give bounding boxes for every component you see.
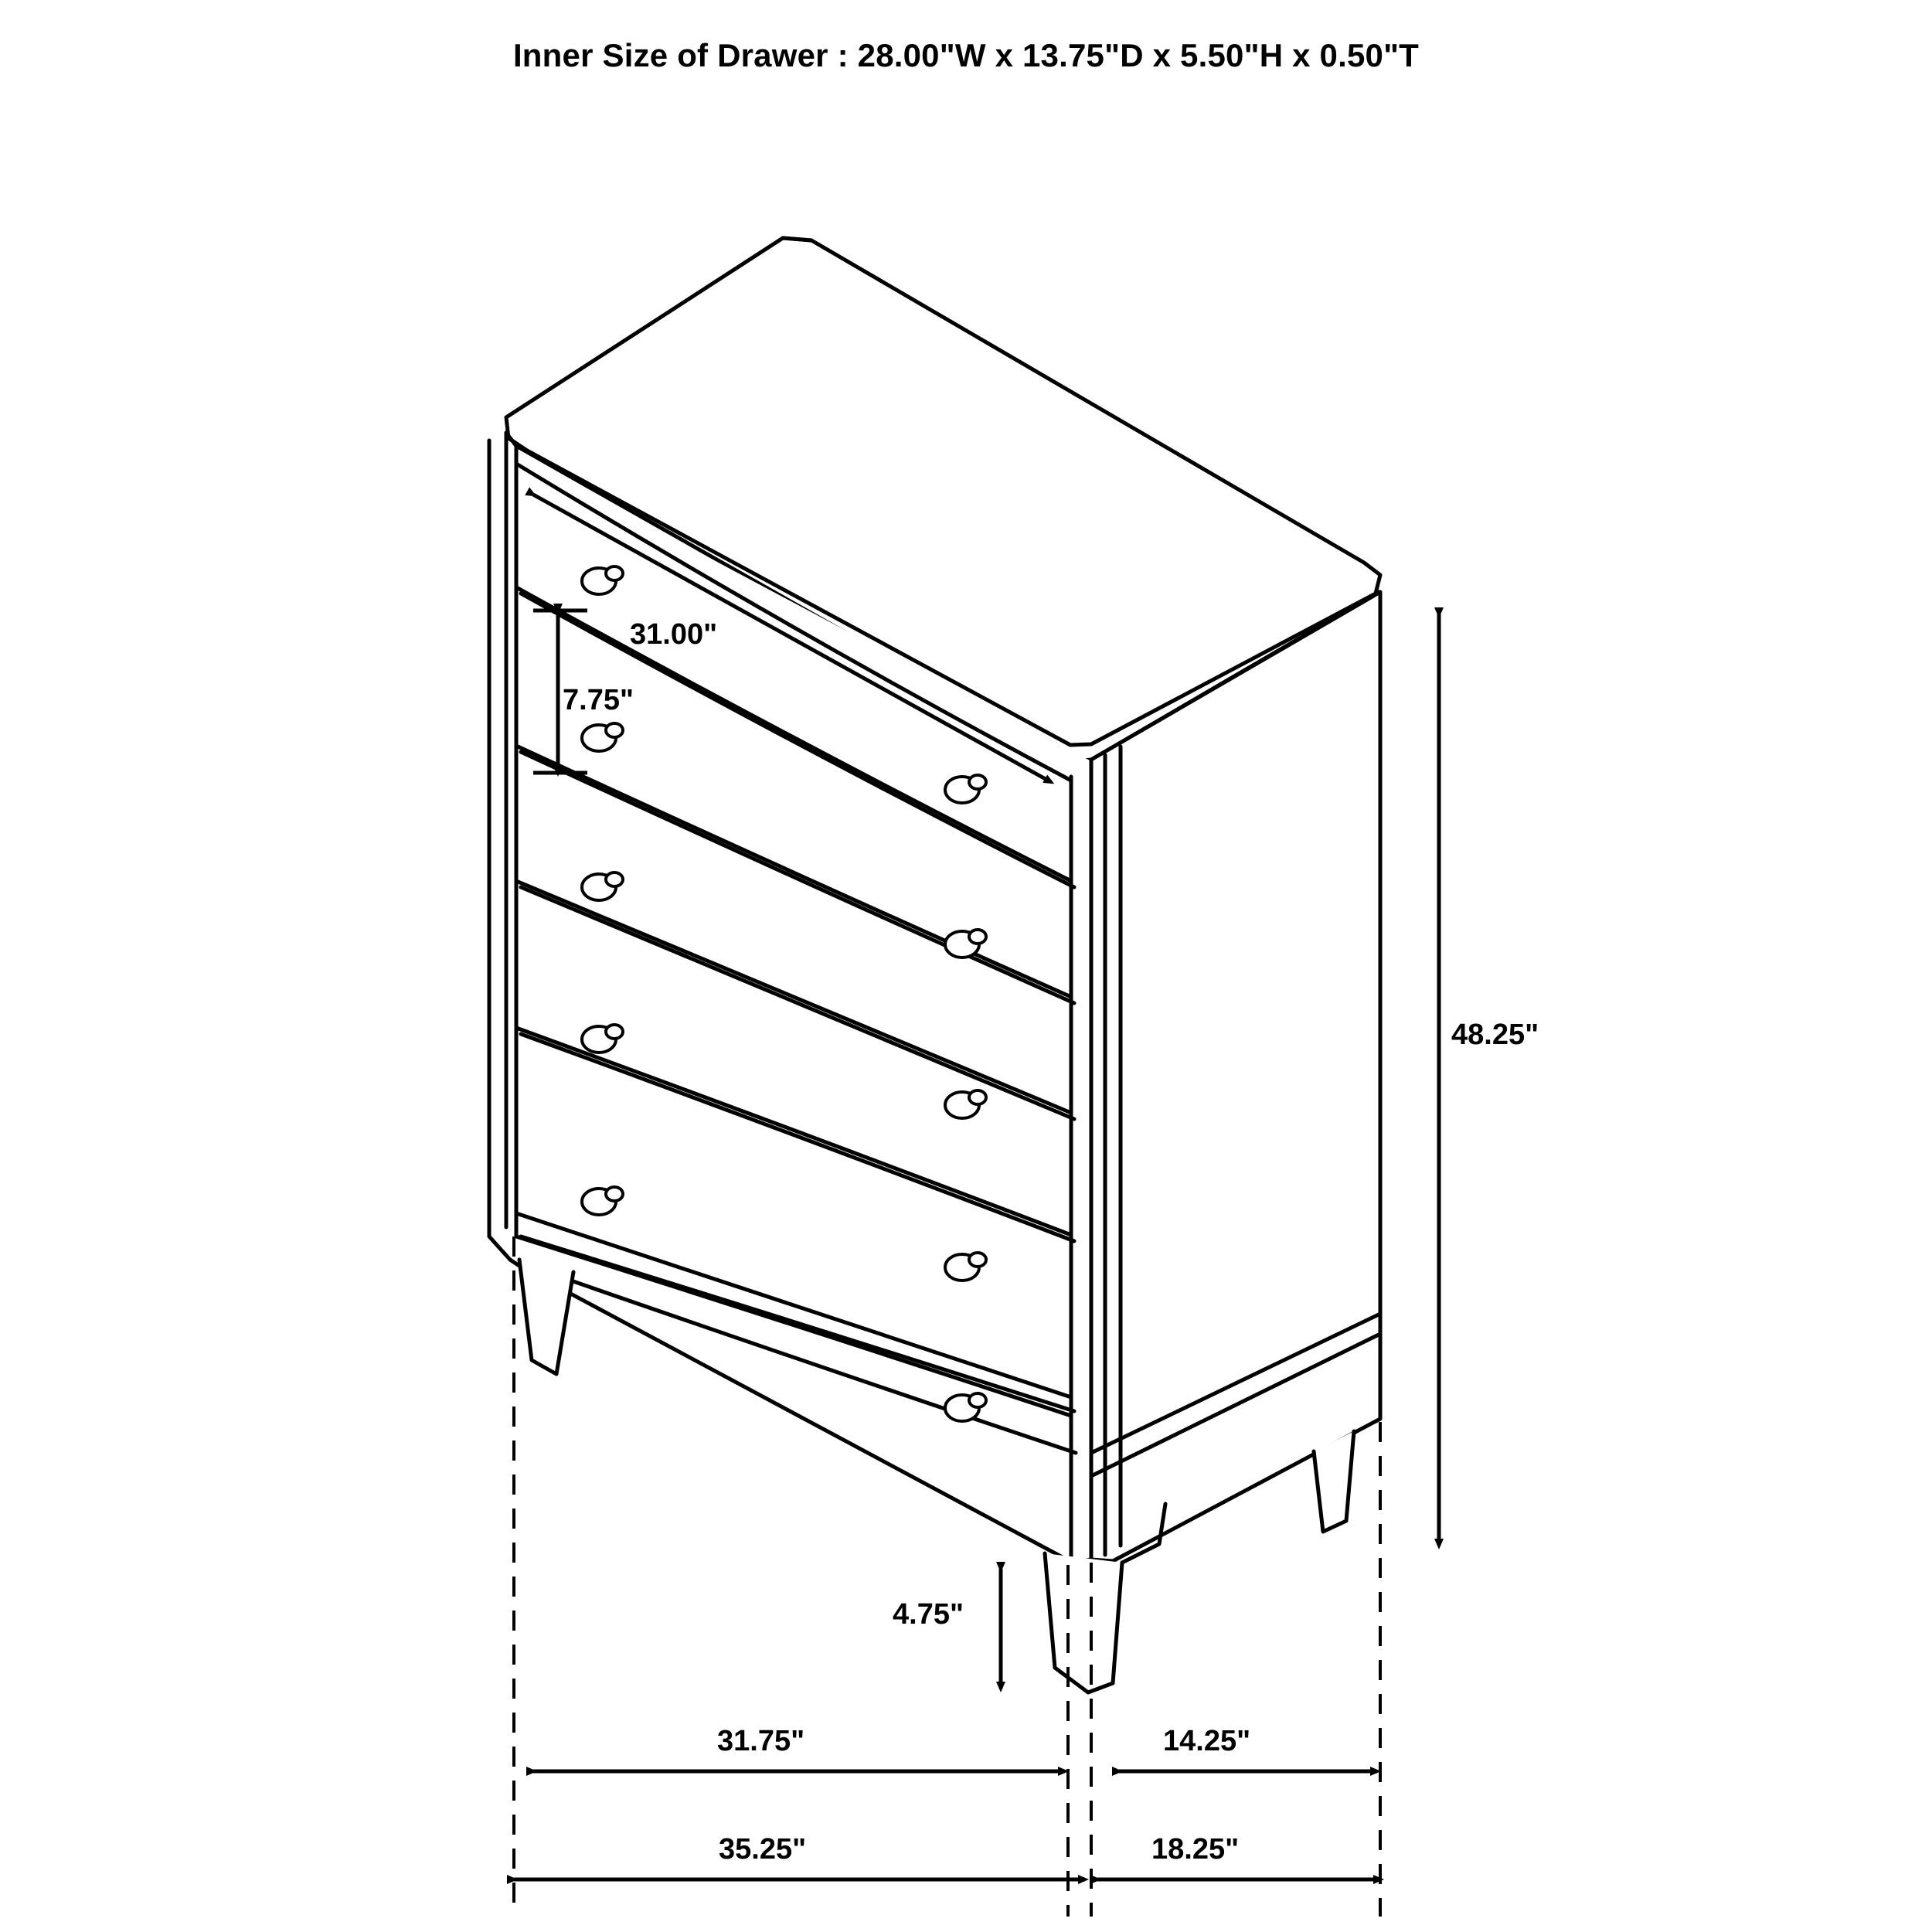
dim-label-front-width: 31.75" [717,1725,805,1757]
dim-label-drawer-height: 7.75" [563,684,634,716]
page-title: Inner Size of Drawer : 28.00"W x 13.75"D x 5.50"H x 0.50"T [512,37,1420,73]
dim-label-overall-height: 48.25" [1451,1019,1539,1051]
dim-label-total-depth: 18.25" [1151,1833,1240,1866]
chest-body [489,238,1380,1692]
leg-front-left [519,1260,573,1374]
dim-label-drawer-width: 31.00" [630,618,718,651]
dim-label-leg-height: 4.75" [893,1598,964,1631]
dim-label-total-width: 35.25" [719,1833,807,1866]
leg-front-right [1045,1553,1122,1692]
chest-side-panel [1091,592,1380,1561]
dim-label-side-depth: 14.25" [1163,1725,1251,1757]
